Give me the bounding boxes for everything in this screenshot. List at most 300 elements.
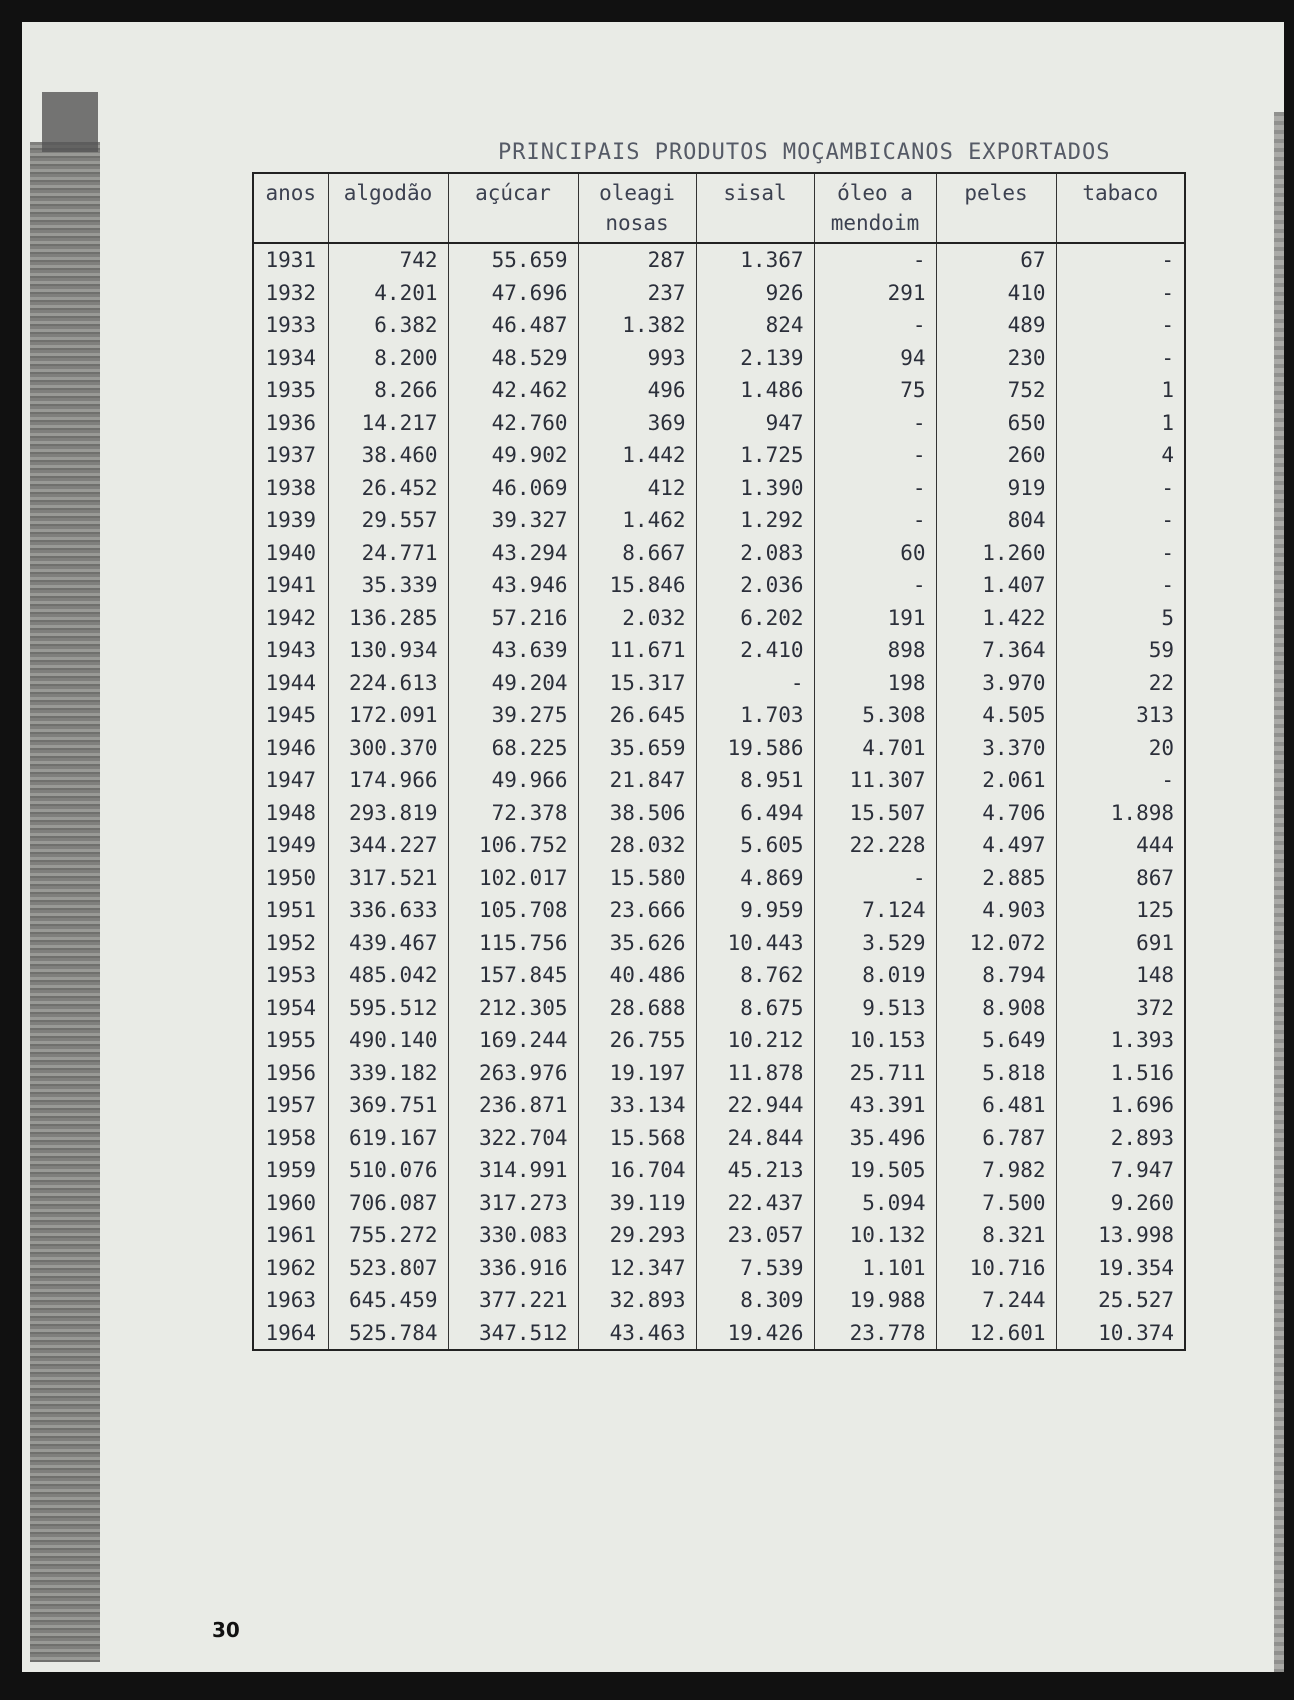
cell-acucar: 115.756 xyxy=(448,927,578,960)
cell-algodao: 8.266 xyxy=(328,374,448,407)
cell-sisal: 8.309 xyxy=(696,1284,814,1317)
cell-oleo-amendoim: 898 xyxy=(814,634,936,667)
cell-acucar: 46.069 xyxy=(448,472,578,505)
cell-peles: 5.649 xyxy=(936,1024,1056,1057)
cell-algodao: 706.087 xyxy=(328,1187,448,1220)
cell-acucar: 336.916 xyxy=(448,1252,578,1285)
table-row xyxy=(254,894,1184,927)
cell-oleaginosas: 1.442 xyxy=(578,439,696,472)
cell-tabaco: 19.354 xyxy=(1056,1252,1184,1285)
cell-oleo-amendoim: 10.132 xyxy=(814,1219,936,1252)
cell-algodao: 595.512 xyxy=(328,992,448,1025)
cell-algodao: 619.167 xyxy=(328,1122,448,1155)
cell-tabaco: 1.898 xyxy=(1056,797,1184,830)
cell-tabaco: - xyxy=(1056,569,1184,602)
cell-year: 1949 xyxy=(265,833,317,858)
cell-oleaginosas: 8.667 xyxy=(578,537,696,570)
cell-tabaco: 25.527 xyxy=(1056,1284,1184,1317)
table-row xyxy=(254,959,1184,992)
cell-year: 1963 xyxy=(265,1288,317,1313)
cell-oleaginosas: 40.486 xyxy=(578,959,696,992)
cell-tabaco: 4 xyxy=(1056,439,1184,472)
cell-peles: 12.601 xyxy=(936,1317,1056,1350)
cell-oleo-amendoim: 75 xyxy=(814,374,936,407)
cell-oleaginosas: 33.134 xyxy=(578,1089,696,1122)
cell-sisal: 19.586 xyxy=(696,732,814,765)
header-oleo-line1: óleo a xyxy=(837,181,913,205)
cell-sisal: 4.869 xyxy=(696,862,814,895)
cell-oleo-amendoim: - xyxy=(814,407,936,440)
cell-oleaginosas: 23.666 xyxy=(578,894,696,927)
cell-sisal: 1.292 xyxy=(696,504,814,537)
cell-oleaginosas: 15.846 xyxy=(578,569,696,602)
cell-oleaginosas: 2.032 xyxy=(578,602,696,635)
cell-tabaco: 1.516 xyxy=(1056,1057,1184,1090)
cell-algodao: 14.217 xyxy=(328,407,448,440)
cell-algodao: 485.042 xyxy=(328,959,448,992)
header-acucar: açúcar xyxy=(448,173,578,243)
cell-peles: 804 xyxy=(936,504,1056,537)
cell-sisal: 1.390 xyxy=(696,472,814,505)
cell-tabaco: 10.374 xyxy=(1056,1317,1184,1350)
cell-peles: 4.497 xyxy=(936,829,1056,862)
cell-algodao: 439.467 xyxy=(328,927,448,960)
cell-acucar: 49.902 xyxy=(448,439,578,472)
cell-tabaco: 22 xyxy=(1056,667,1184,700)
cell-tabaco: - xyxy=(1056,764,1184,797)
cell-algodao: 26.452 xyxy=(328,472,448,505)
cell-oleo-amendoim: 94 xyxy=(814,342,936,375)
table-row xyxy=(254,569,1184,602)
cell-algodao: 172.091 xyxy=(328,699,448,732)
cell-year: 1935 xyxy=(265,378,317,403)
cell-tabaco: 444 xyxy=(1056,829,1184,862)
cell-acucar: 42.462 xyxy=(448,374,578,407)
cell-algodao: 35.339 xyxy=(328,569,448,602)
cell-sisal: 8.762 xyxy=(696,959,814,992)
cell-algodao: 336.633 xyxy=(328,894,448,927)
header-anos: anos xyxy=(254,173,328,243)
cell-algodao: 174.966 xyxy=(328,764,448,797)
cell-oleaginosas: 38.506 xyxy=(578,797,696,830)
cell-tabaco: 1.393 xyxy=(1056,1024,1184,1057)
cell-peles: 7.500 xyxy=(936,1187,1056,1220)
table-row xyxy=(254,1122,1184,1155)
table-row xyxy=(254,439,1184,472)
cell-sisal: 10.443 xyxy=(696,927,814,960)
cell-oleo-amendoim: 7.124 xyxy=(814,894,936,927)
header-oleaginosas-line2: nosas xyxy=(605,211,669,235)
cell-oleo-amendoim: 15.507 xyxy=(814,797,936,830)
cell-oleaginosas: 32.893 xyxy=(578,1284,696,1317)
cell-sisal: 1.367 xyxy=(696,243,814,277)
cell-oleo-amendoim: - xyxy=(814,439,936,472)
cell-tabaco: - xyxy=(1056,504,1184,537)
cell-sisal: 824 xyxy=(696,309,814,342)
cell-year: 1939 xyxy=(265,508,317,533)
cell-acucar: 212.305 xyxy=(448,992,578,1025)
cell-year: 1956 xyxy=(265,1060,317,1085)
cell-year: 1955 xyxy=(265,1028,317,1053)
cell-algodao: 293.819 xyxy=(328,797,448,830)
cell-oleo-amendoim: 5.308 xyxy=(814,699,936,732)
table-row xyxy=(254,472,1184,505)
cell-oleaginosas: 496 xyxy=(578,374,696,407)
table-row xyxy=(254,537,1184,570)
cell-acucar: 314.991 xyxy=(448,1154,578,1187)
table-row xyxy=(254,862,1184,895)
cell-peles: 1.260 xyxy=(936,537,1056,570)
cell-oleo-amendoim: - xyxy=(814,504,936,537)
table-row xyxy=(254,1024,1184,1057)
cell-acucar: 55.659 xyxy=(448,243,578,277)
table-row xyxy=(254,309,1184,342)
cell-sisal: 1.725 xyxy=(696,439,814,472)
cell-tabaco: 9.260 xyxy=(1056,1187,1184,1220)
table-row xyxy=(254,407,1184,440)
cell-oleo-amendoim: 22.228 xyxy=(814,829,936,862)
cell-acucar: 263.976 xyxy=(448,1057,578,1090)
cell-oleaginosas: 993 xyxy=(578,342,696,375)
cell-acucar: 43.639 xyxy=(448,634,578,667)
cell-acucar: 347.512 xyxy=(448,1317,578,1350)
cell-year: 1938 xyxy=(265,475,317,500)
cell-tabaco: - xyxy=(1056,537,1184,570)
cell-oleo-amendoim: 198 xyxy=(814,667,936,700)
cell-sisal: 5.605 xyxy=(696,829,814,862)
cell-sisal: 1.486 xyxy=(696,374,814,407)
cell-peles: 4.505 xyxy=(936,699,1056,732)
cell-peles: 12.072 xyxy=(936,927,1056,960)
cell-sisal: 22.437 xyxy=(696,1187,814,1220)
header-oleaginosas xyxy=(578,173,696,243)
cell-peles: 4.903 xyxy=(936,894,1056,927)
cell-peles: 2.061 xyxy=(936,764,1056,797)
cell-peles: 2.885 xyxy=(936,862,1056,895)
cell-year: 1961 xyxy=(265,1223,317,1248)
cell-tabaco: 20 xyxy=(1056,732,1184,765)
exports-table xyxy=(254,172,1184,1349)
cell-tabaco: - xyxy=(1056,277,1184,310)
cell-peles: 3.370 xyxy=(936,732,1056,765)
cell-oleo-amendoim: 25.711 xyxy=(814,1057,936,1090)
cell-year: 1958 xyxy=(265,1125,317,1150)
scan-corner-shadow xyxy=(42,92,98,152)
cell-oleaginosas: 43.463 xyxy=(578,1317,696,1350)
cell-acucar: 47.696 xyxy=(448,277,578,310)
cell-sisal: 45.213 xyxy=(696,1154,814,1187)
cell-oleo-amendoim: 11.307 xyxy=(814,764,936,797)
cell-year: 1957 xyxy=(265,1093,317,1118)
cell-year: 1937 xyxy=(265,443,317,468)
cell-year: 1951 xyxy=(265,898,317,923)
cell-oleo-amendoim: 191 xyxy=(814,602,936,635)
cell-algodao: 8.200 xyxy=(328,342,448,375)
cell-oleo-amendoim: 10.153 xyxy=(814,1024,936,1057)
cell-peles: 7.244 xyxy=(936,1284,1056,1317)
cell-tabaco: 5 xyxy=(1056,602,1184,635)
cell-tabaco: 1 xyxy=(1056,374,1184,407)
cell-sisal: 2.410 xyxy=(696,634,814,667)
scan-edge-shadow xyxy=(30,142,100,1662)
cell-peles: 1.407 xyxy=(936,569,1056,602)
cell-oleo-amendoim: - xyxy=(814,472,936,505)
cell-oleaginosas: 12.347 xyxy=(578,1252,696,1285)
cell-peles: 410 xyxy=(936,277,1056,310)
cell-oleaginosas: 1.462 xyxy=(578,504,696,537)
cell-oleo-amendoim: 23.778 xyxy=(814,1317,936,1350)
cell-sisal: 10.212 xyxy=(696,1024,814,1057)
table-row xyxy=(254,667,1184,700)
cell-oleo-amendoim: 35.496 xyxy=(814,1122,936,1155)
cell-peles: 489 xyxy=(936,309,1056,342)
cell-tabaco: 1.696 xyxy=(1056,1089,1184,1122)
cell-acucar: 169.244 xyxy=(448,1024,578,1057)
table-row xyxy=(254,1284,1184,1317)
cell-sisal: 926 xyxy=(696,277,814,310)
cell-oleo-amendoim: 291 xyxy=(814,277,936,310)
cell-tabaco: 13.998 xyxy=(1056,1219,1184,1252)
table-row xyxy=(254,1154,1184,1187)
cell-oleo-amendoim: 8.019 xyxy=(814,959,936,992)
cell-peles: 752 xyxy=(936,374,1056,407)
cell-algodao: 490.140 xyxy=(328,1024,448,1057)
header-oleo-amendoim xyxy=(814,173,936,243)
cell-oleaginosas: 1.382 xyxy=(578,309,696,342)
table-row xyxy=(254,277,1184,310)
cell-peles: 919 xyxy=(936,472,1056,505)
cell-year: 1942 xyxy=(265,605,317,630)
cell-sisal: 6.202 xyxy=(696,602,814,635)
table-header xyxy=(254,173,1184,243)
table-row xyxy=(254,1252,1184,1285)
cell-oleaginosas: 21.847 xyxy=(578,764,696,797)
cell-algodao: 510.076 xyxy=(328,1154,448,1187)
cell-acucar: 68.225 xyxy=(448,732,578,765)
cell-oleo-amendoim: - xyxy=(814,569,936,602)
cell-oleaginosas: 35.626 xyxy=(578,927,696,960)
cell-algodao: 369.751 xyxy=(328,1089,448,1122)
cell-acucar: 322.704 xyxy=(448,1122,578,1155)
cell-acucar: 43.294 xyxy=(448,537,578,570)
cell-year: 1947 xyxy=(265,768,317,793)
cell-acucar: 48.529 xyxy=(448,342,578,375)
cell-oleo-amendoim: - xyxy=(814,309,936,342)
cell-year: 1943 xyxy=(265,638,317,663)
cell-acucar: 49.204 xyxy=(448,667,578,700)
cell-algodao: 24.771 xyxy=(328,537,448,570)
cell-peles: 10.716 xyxy=(936,1252,1056,1285)
cell-sisal: 1.703 xyxy=(696,699,814,732)
cell-peles: 8.794 xyxy=(936,959,1056,992)
cell-acucar: 39.275 xyxy=(448,699,578,732)
cell-year: 1959 xyxy=(265,1158,317,1183)
cell-year: 1952 xyxy=(265,930,317,955)
cell-year: 1954 xyxy=(265,995,317,1020)
table-row xyxy=(254,699,1184,732)
cell-peles: 8.908 xyxy=(936,992,1056,1025)
table-row xyxy=(254,342,1184,375)
cell-algodao: 29.557 xyxy=(328,504,448,537)
cell-oleo-amendoim: - xyxy=(814,243,936,277)
cell-acucar: 43.946 xyxy=(448,569,578,602)
cell-tabaco: 691 xyxy=(1056,927,1184,960)
table-row xyxy=(254,1219,1184,1252)
cell-peles: 67 xyxy=(936,243,1056,277)
cell-algodao: 136.285 xyxy=(328,602,448,635)
cell-year: 1946 xyxy=(265,735,317,760)
cell-acucar: 102.017 xyxy=(448,862,578,895)
cell-peles: 7.982 xyxy=(936,1154,1056,1187)
cell-oleaginosas: 39.119 xyxy=(578,1187,696,1220)
cell-algodao: 645.459 xyxy=(328,1284,448,1317)
cell-oleaginosas: 29.293 xyxy=(578,1219,696,1252)
cell-peles: 6.787 xyxy=(936,1122,1056,1155)
cell-algodao: 4.201 xyxy=(328,277,448,310)
cell-algodao: 6.382 xyxy=(328,309,448,342)
cell-tabaco: 7.947 xyxy=(1056,1154,1184,1187)
table-row xyxy=(254,764,1184,797)
cell-oleaginosas: 28.032 xyxy=(578,829,696,862)
cell-oleaginosas: 11.671 xyxy=(578,634,696,667)
header-algodao: algodão xyxy=(328,173,448,243)
cell-acucar: 106.752 xyxy=(448,829,578,862)
cell-oleaginosas: 369 xyxy=(578,407,696,440)
cell-algodao: 317.521 xyxy=(328,862,448,895)
header-tabaco: tabaco xyxy=(1056,173,1184,243)
cell-tabaco: - xyxy=(1056,342,1184,375)
cell-acucar: 105.708 xyxy=(448,894,578,927)
cell-acucar: 46.487 xyxy=(448,309,578,342)
table-row xyxy=(254,1317,1184,1350)
cell-acucar: 157.845 xyxy=(448,959,578,992)
cell-oleo-amendoim: 4.701 xyxy=(814,732,936,765)
cell-algodao: 130.934 xyxy=(328,634,448,667)
cell-peles: 230 xyxy=(936,342,1056,375)
cell-oleo-amendoim: 19.505 xyxy=(814,1154,936,1187)
cell-sisal: 22.944 xyxy=(696,1089,814,1122)
cell-oleaginosas: 15.580 xyxy=(578,862,696,895)
cell-peles: 5.818 xyxy=(936,1057,1056,1090)
cell-tabaco: 867 xyxy=(1056,862,1184,895)
cell-year: 1950 xyxy=(265,865,317,890)
cell-algodao: 38.460 xyxy=(328,439,448,472)
cell-year: 1964 xyxy=(265,1320,317,1345)
cell-year: 1962 xyxy=(265,1255,317,1280)
exports-table-frame xyxy=(252,172,1186,1351)
cell-oleaginosas: 28.688 xyxy=(578,992,696,1025)
cell-year: 1941 xyxy=(265,573,317,598)
cell-acucar: 42.760 xyxy=(448,407,578,440)
cell-peles: 6.481 xyxy=(936,1089,1056,1122)
cell-year: 1945 xyxy=(265,703,317,728)
table-title: PRINCIPAIS PRODUTOS MOÇAMBICANOS EXPORTADOS xyxy=(498,140,1111,165)
cell-acucar: 39.327 xyxy=(448,504,578,537)
cell-year: 1932 xyxy=(265,280,317,305)
cell-year: 1953 xyxy=(265,963,317,988)
cell-acucar: 330.083 xyxy=(448,1219,578,1252)
table-row xyxy=(254,1187,1184,1220)
cell-year: 1931 xyxy=(265,248,317,273)
cell-tabaco: 1 xyxy=(1056,407,1184,440)
cell-tabaco: - xyxy=(1056,243,1184,277)
table-body xyxy=(254,243,1184,1349)
cell-year: 1940 xyxy=(265,540,317,565)
cell-sisal: 24.844 xyxy=(696,1122,814,1155)
table-row xyxy=(254,797,1184,830)
cell-oleo-amendoim: 60 xyxy=(814,537,936,570)
cell-tabaco: 313 xyxy=(1056,699,1184,732)
cell-sisal: 7.539 xyxy=(696,1252,814,1285)
cell-peles: 4.706 xyxy=(936,797,1056,830)
cell-oleo-amendoim: 43.391 xyxy=(814,1089,936,1122)
cell-peles: 1.422 xyxy=(936,602,1056,635)
header-sisal: sisal xyxy=(696,173,814,243)
cell-oleo-amendoim: 5.094 xyxy=(814,1187,936,1220)
cell-tabaco: - xyxy=(1056,309,1184,342)
table-row xyxy=(254,1057,1184,1090)
cell-peles: 8.321 xyxy=(936,1219,1056,1252)
table-row xyxy=(254,927,1184,960)
cell-oleaginosas: 19.197 xyxy=(578,1057,696,1090)
table-row xyxy=(254,504,1184,537)
cell-sisal: 8.675 xyxy=(696,992,814,1025)
cell-sisal: 19.426 xyxy=(696,1317,814,1350)
cell-oleaginosas: 15.317 xyxy=(578,667,696,700)
cell-tabaco: 2.893 xyxy=(1056,1122,1184,1155)
cell-algodao: 525.784 xyxy=(328,1317,448,1350)
cell-year: 1960 xyxy=(265,1190,317,1215)
cell-algodao: 755.272 xyxy=(328,1219,448,1252)
header-oleo-line2: mendoim xyxy=(830,211,920,235)
cell-tabaco: 125 xyxy=(1056,894,1184,927)
cell-sisal: 8.951 xyxy=(696,764,814,797)
cell-peles: 3.970 xyxy=(936,667,1056,700)
cell-year: 1933 xyxy=(265,313,317,338)
cell-oleo-amendoim: 19.988 xyxy=(814,1284,936,1317)
cell-oleaginosas: 15.568 xyxy=(578,1122,696,1155)
cell-sisal: 11.878 xyxy=(696,1057,814,1090)
cell-algodao: 339.182 xyxy=(328,1057,448,1090)
cell-algodao: 344.227 xyxy=(328,829,448,862)
cell-tabaco: 148 xyxy=(1056,959,1184,992)
cell-acucar: 377.221 xyxy=(448,1284,578,1317)
cell-acucar: 57.216 xyxy=(448,602,578,635)
cell-sisal: 2.139 xyxy=(696,342,814,375)
table-row xyxy=(254,732,1184,765)
table-row xyxy=(254,243,1184,277)
cell-tabaco: 59 xyxy=(1056,634,1184,667)
cell-oleo-amendoim: - xyxy=(814,862,936,895)
cell-acucar: 317.273 xyxy=(448,1187,578,1220)
table-row xyxy=(254,374,1184,407)
cell-sisal: 23.057 xyxy=(696,1219,814,1252)
cell-sisal: 947 xyxy=(696,407,814,440)
table-row xyxy=(254,602,1184,635)
cell-peles: 7.364 xyxy=(936,634,1056,667)
cell-year: 1936 xyxy=(265,410,317,435)
cell-oleaginosas: 412 xyxy=(578,472,696,505)
cell-oleo-amendoim: 1.101 xyxy=(814,1252,936,1285)
table-row xyxy=(254,634,1184,667)
cell-year: 1934 xyxy=(265,345,317,370)
cell-sisal: - xyxy=(696,667,814,700)
cell-algodao: 742 xyxy=(328,243,448,277)
table-row xyxy=(254,829,1184,862)
cell-sisal: 2.083 xyxy=(696,537,814,570)
cell-oleaginosas: 287 xyxy=(578,243,696,277)
table-row xyxy=(254,992,1184,1025)
